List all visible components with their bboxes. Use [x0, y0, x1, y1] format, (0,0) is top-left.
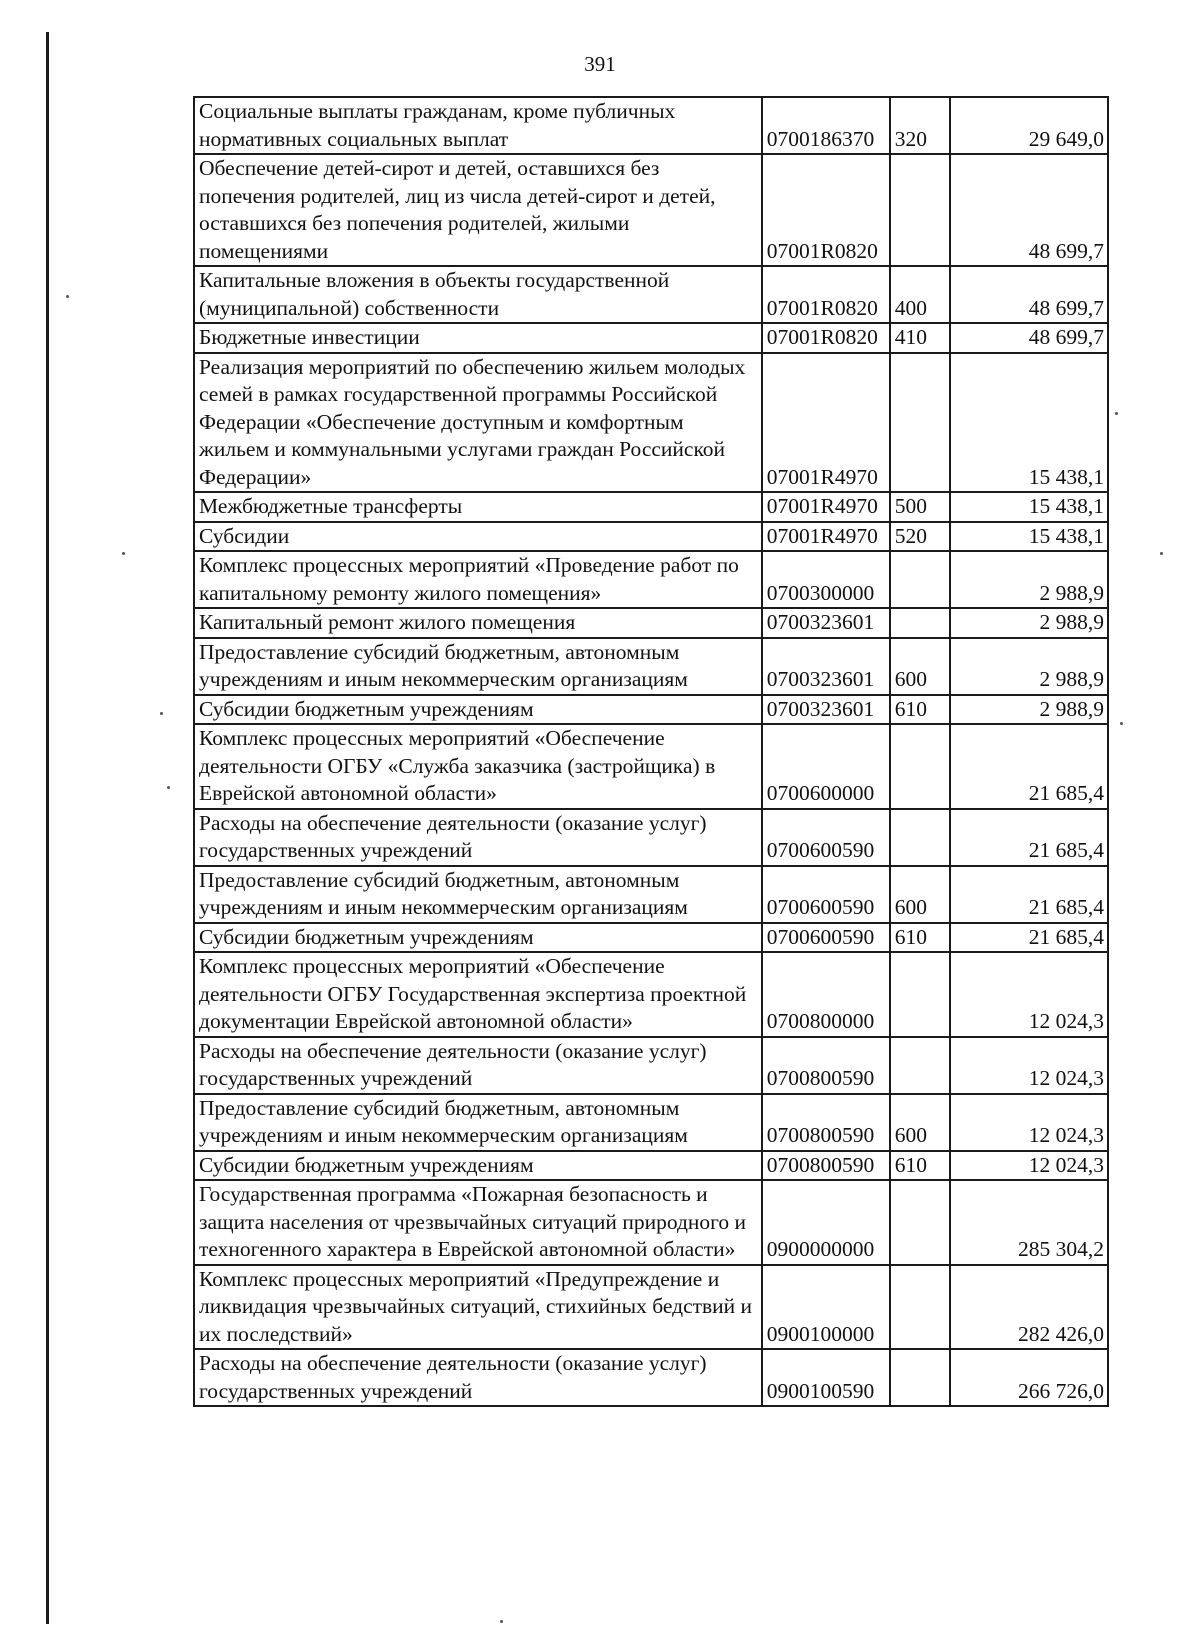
row-sum-cell: 12 024,3: [950, 1037, 1108, 1094]
table-row: [194, 1265, 1108, 1350]
row-vr-cell: 610: [890, 1151, 950, 1181]
row-sum-cell: 2 988,9: [950, 551, 1108, 608]
scan-speck: [1115, 412, 1118, 415]
row-vr-cell: 520: [890, 522, 950, 552]
scan-speck: [160, 712, 163, 715]
row-code-cell: 0700600590: [762, 923, 890, 953]
row-sum-cell: 266 726,0: [950, 1349, 1108, 1406]
scan-speck: [500, 1620, 503, 1623]
table-row: [194, 1094, 1108, 1151]
row-name-cell: Реализация мероприятий по обеспечению жильем молодых семей в рамках государственной программы Российской Федерации «Обеспечение доступным и комфортным жильем и коммунальными услугами граждан Российской Федерации»: [194, 353, 762, 493]
row-code-cell: 0700800590: [762, 1094, 890, 1151]
row-code-cell: 0700300000: [762, 551, 890, 608]
row-vr-cell: [890, 1265, 950, 1350]
table-row: [194, 492, 1108, 522]
row-code-cell: 07001R4970: [762, 353, 890, 493]
row-vr-cell: [890, 551, 950, 608]
row-code-cell: 0700800590: [762, 1037, 890, 1094]
table-row: [194, 1349, 1108, 1406]
row-code-cell: 0700800590: [762, 1151, 890, 1181]
row-vr-cell: 410: [890, 323, 950, 353]
table-row: [194, 866, 1108, 923]
budget-table: [193, 96, 1109, 1407]
row-sum-cell: 48 699,7: [950, 266, 1108, 323]
row-vr-cell: [890, 1349, 950, 1406]
row-name-cell: Расходы на обеспечение деятельности (оказание услуг) государственных учреждений: [194, 809, 762, 866]
row-sum-cell: 21 685,4: [950, 923, 1108, 953]
row-name-cell: Комплекс процессных мероприятий «Обеспечение деятельности ОГБУ Государственная экспертиза проектной документации Еврейской автономной области»: [194, 952, 762, 1037]
row-name-cell: Капитальные вложения в объекты государственной (муниципальной) собственности: [194, 266, 762, 323]
row-vr-cell: [890, 952, 950, 1037]
table-row: [194, 522, 1108, 552]
row-vr-cell: 600: [890, 866, 950, 923]
row-sum-cell: 2 988,9: [950, 638, 1108, 695]
row-sum-cell: 21 685,4: [950, 866, 1108, 923]
row-code-cell: 0900100000: [762, 1265, 890, 1350]
row-code-cell: 0700800000: [762, 952, 890, 1037]
row-vr-cell: [890, 724, 950, 809]
row-sum-cell: 15 438,1: [950, 353, 1108, 493]
table-row: [194, 923, 1108, 953]
row-code-cell: 07001R4970: [762, 522, 890, 552]
row-vr-cell: [890, 353, 950, 493]
table-row: [194, 638, 1108, 695]
scan-speck: [1120, 722, 1123, 725]
row-sum-cell: 12 024,3: [950, 1151, 1108, 1181]
row-name-cell: Субсидии бюджетным учреждениям: [194, 695, 762, 725]
row-code-cell: 0700323601: [762, 695, 890, 725]
row-sum-cell: 21 685,4: [950, 809, 1108, 866]
row-vr-cell: [890, 1180, 950, 1265]
row-sum-cell: 29 649,0: [950, 97, 1108, 154]
left-margin-rule: [46, 32, 49, 1624]
row-vr-cell: 320: [890, 97, 950, 154]
row-sum-cell: 15 438,1: [950, 522, 1108, 552]
row-name-cell: Капитальный ремонт жилого помещения: [194, 608, 762, 638]
table-row: [194, 695, 1108, 725]
row-sum-cell: 2 988,9: [950, 695, 1108, 725]
table-row: [194, 608, 1108, 638]
row-vr-cell: 500: [890, 492, 950, 522]
row-code-cell: 0700600590: [762, 809, 890, 866]
budget-table-body: [194, 97, 1108, 1406]
table-row: [194, 724, 1108, 809]
row-sum-cell: 12 024,3: [950, 952, 1108, 1037]
table-row: [194, 809, 1108, 866]
table-row: [194, 97, 1108, 154]
row-code-cell: 07001R0820: [762, 154, 890, 266]
scan-speck: [1160, 552, 1163, 555]
row-name-cell: Государственная программа «Пожарная безопасность и защита населения от чрезвычайных ситуаций природного и техногенного характера в Еврейской автономной области»: [194, 1180, 762, 1265]
row-code-cell: 0700600590: [762, 866, 890, 923]
row-vr-cell: 610: [890, 695, 950, 725]
row-name-cell: Предоставление субсидий бюджетным, автономным учреждениям и иным некоммерческим организациям: [194, 866, 762, 923]
table-row: [194, 154, 1108, 266]
row-name-cell: Расходы на обеспечение деятельности (оказание услуг) государственных учреждений: [194, 1037, 762, 1094]
row-vr-cell: 600: [890, 638, 950, 695]
row-name-cell: Обеспечение детей-сирот и детей, оставшихся без попечения родителей, лиц из числа детей-сирот и детей, оставшихся без попечения родителей, жилыми помещениями: [194, 154, 762, 266]
row-vr-cell: [890, 1037, 950, 1094]
row-sum-cell: 48 699,7: [950, 154, 1108, 266]
row-vr-cell: [890, 809, 950, 866]
row-name-cell: Субсидии бюджетным учреждениям: [194, 923, 762, 953]
row-sum-cell: 2 988,9: [950, 608, 1108, 638]
row-code-cell: 07001R0820: [762, 323, 890, 353]
row-name-cell: Межбюджетные трансферты: [194, 492, 762, 522]
row-name-cell: Предоставление субсидий бюджетным, автономным учреждениям и иным некоммерческим организациям: [194, 1094, 762, 1151]
table-row: [194, 551, 1108, 608]
row-name-cell: Субсидии: [194, 522, 762, 552]
row-sum-cell: 12 024,3: [950, 1094, 1108, 1151]
row-name-cell: Субсидии бюджетным учреждениям: [194, 1151, 762, 1181]
table-row: [194, 1151, 1108, 1181]
row-code-cell: 0900100590: [762, 1349, 890, 1406]
row-name-cell: Комплекс процессных мероприятий «Проведение работ по капитальному ремонту жилого помещения»: [194, 551, 762, 608]
table-row: [194, 1180, 1108, 1265]
row-name-cell: Социальные выплаты гражданам, кроме публичных нормативных социальных выплат: [194, 97, 762, 154]
scan-speck: [122, 552, 125, 555]
table-row: [194, 266, 1108, 323]
table-row: [194, 353, 1108, 493]
row-sum-cell: 48 699,7: [950, 323, 1108, 353]
row-vr-cell: 610: [890, 923, 950, 953]
row-name-cell: Расходы на обеспечение деятельности (оказание услуг) государственных учреждений: [194, 1349, 762, 1406]
row-code-cell: 07001R0820: [762, 266, 890, 323]
row-code-cell: 0700323601: [762, 638, 890, 695]
row-sum-cell: 285 304,2: [950, 1180, 1108, 1265]
row-vr-cell: 600: [890, 1094, 950, 1151]
table-row: [194, 323, 1108, 353]
scan-speck: [167, 786, 170, 789]
row-code-cell: 0700600000: [762, 724, 890, 809]
row-code-cell: 0700186370: [762, 97, 890, 154]
row-name-cell: Комплекс процессных мероприятий «Предупреждение и ликвидация чрезвычайных ситуаций, стихийных бедствий и их последствий»: [194, 1265, 762, 1350]
row-sum-cell: 15 438,1: [950, 492, 1108, 522]
row-vr-cell: 400: [890, 266, 950, 323]
row-name-cell: Комплекс процессных мероприятий «Обеспечение деятельности ОГБУ «Служба заказчика (застройщика) в Еврейской автономной области»: [194, 724, 762, 809]
page-number: 391: [584, 52, 616, 76]
row-code-cell: 0900000000: [762, 1180, 890, 1265]
table-row: [194, 1037, 1108, 1094]
row-code-cell: 07001R4970: [762, 492, 890, 522]
row-sum-cell: 21 685,4: [950, 724, 1108, 809]
row-sum-cell: 282 426,0: [950, 1265, 1108, 1350]
row-vr-cell: [890, 608, 950, 638]
row-code-cell: 0700323601: [762, 608, 890, 638]
scan-speck: [66, 295, 69, 298]
row-name-cell: Предоставление субсидий бюджетным, автономным учреждениям и иным некоммерческим организациям: [194, 638, 762, 695]
row-vr-cell: [890, 154, 950, 266]
row-name-cell: Бюджетные инвестиции: [194, 323, 762, 353]
table-row: [194, 952, 1108, 1037]
